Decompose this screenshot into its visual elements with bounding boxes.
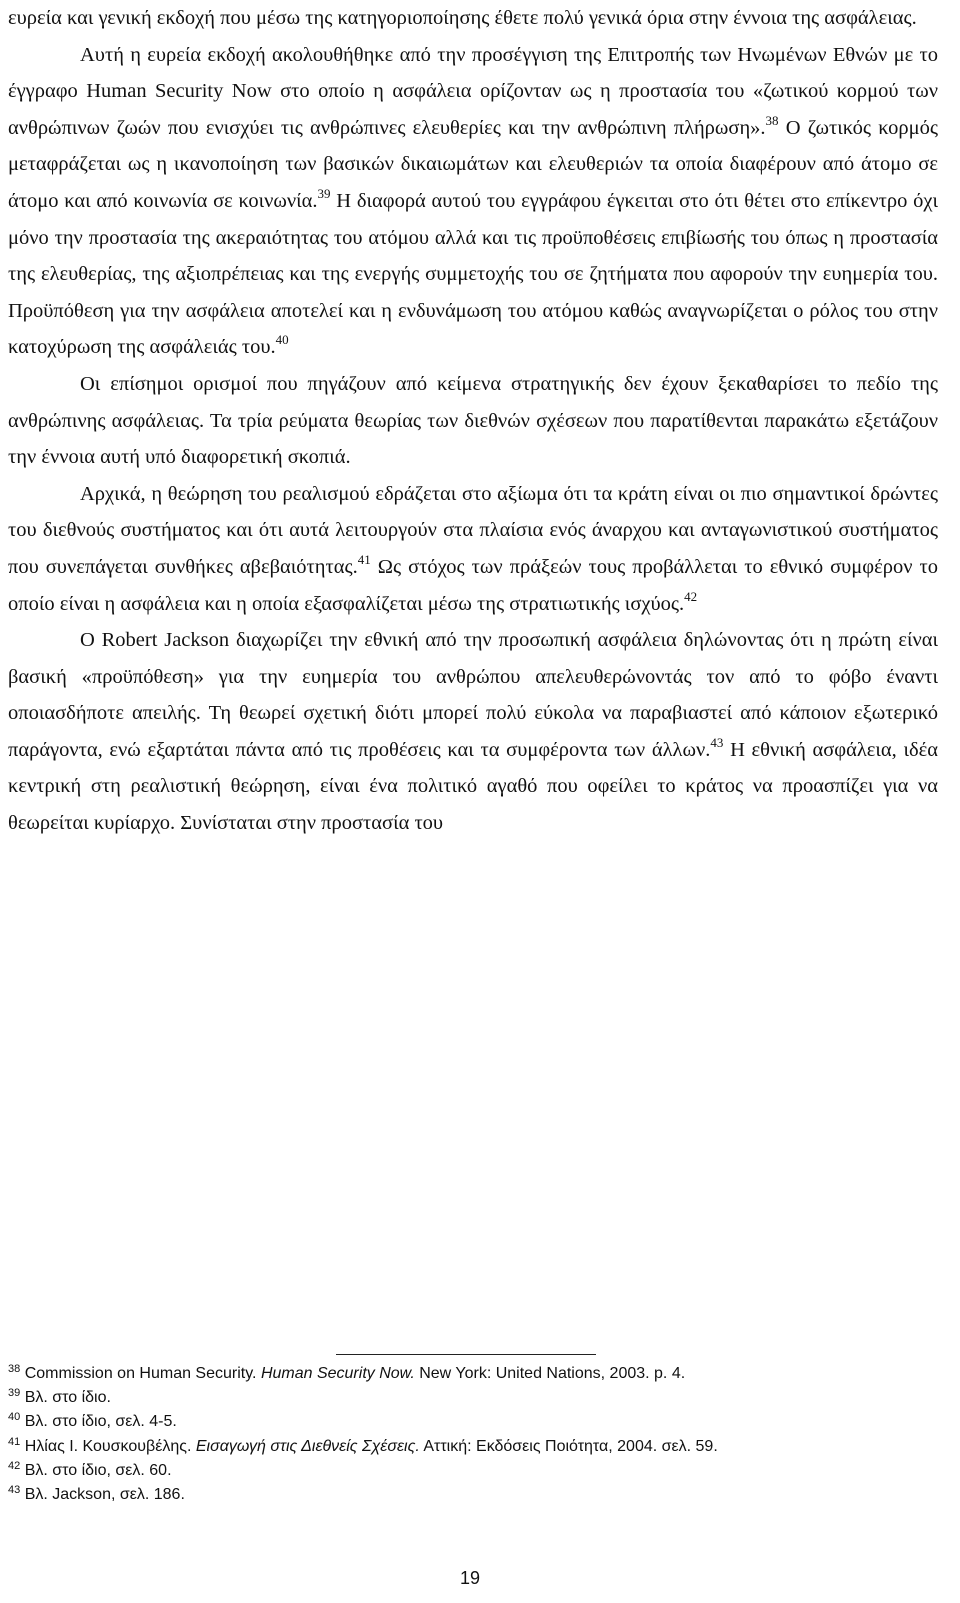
footnote-title: Εισαγωγή στις Διεθνείς Σχέσεις. [195, 1437, 420, 1455]
footnote-reference: 39 [317, 185, 331, 201]
footnote-entry [8, 1386, 938, 1410]
footnote-reference: 38 [765, 112, 779, 128]
paragraph-text: Η διαφορά αυτού του εγγράφου έγκειται στο ότι θέτει στο επίκεντρο όχι μόνο την προστασία της ακεραιότητας του ατόμου αλλά και τις προϋποθέσεις επιβίωσής του όπως η προστασία της ελευθερίας, της αξιοπρέπειας και της ενεργής συμμετοχής του σε ζητήματα που αφορούν την ευημερία του. Προϋπόθεση για την ασφάλεια αποτελεί και η ενδυνάμωση του ατόμου καθώς αναγνωρίζεται ο ρόλος του στην κατοχύρωση της ασφάλειάς του. [8, 189, 938, 359]
footnote-entry [8, 1435, 938, 1459]
body-paragraph [8, 476, 938, 622]
footnote-reference: 41 [357, 551, 371, 567]
body-paragraph [8, 366, 938, 476]
footnote-number: 40 [8, 1411, 21, 1424]
footnote-number: 39 [8, 1387, 21, 1400]
footnotes [8, 1362, 938, 1507]
body-paragraph [8, 37, 938, 366]
footnote-entry [8, 1410, 938, 1434]
paragraph-text: Ο ζωτικός κορμός μεταφράζεται ως η ικανοποίηση των βασικών δικαιωμάτων και ελευθεριών τα οποία διαφέρουν από άτομο σε άτομο και από κοινωνία σε κοινωνία. [8, 116, 939, 212]
page-number: 19 [459, 1568, 481, 1588]
paragraph-text: Αυτή η ευρεία εκδοχή ακολουθήθηκε από την προσέγγιση της Επιτροπής των Ηνωμένων Εθνών με το έγγραφο Human Security Now στο οποίο η ασφάλεια ορίζονταν ως η προστασία του «ζωτικού κορμού των ανθρώπινων ζωών που ενισχύει τις ανθρώπινες ελευθερίες και την ανθρώπινη πλήρωση». [8, 43, 938, 139]
paragraph-text: Η εθνική ασφάλεια, ιδέα κεντρική στη ρεαλιστική θεώρηση, είναι ένα πολιτικό αγαθό που οφείλει το κράτος να προασπίζει για να θεωρείται κυρίαρχο. Συνίσταται στην προστασία του [8, 738, 938, 835]
body-paragraph [8, 0, 938, 37]
footnote-entry [8, 1483, 938, 1507]
footnote-text: Βλ. στο ίδιο, σελ. 4-5. [24, 1413, 177, 1431]
footnote-text: Βλ. στο ίδιο, σελ. 60. [24, 1461, 172, 1479]
paragraph-text: Ο Robert Jackson διαχωρίζει την εθνική από την προσωπική ασφάλεια δηλώνοντας ότι η πρώτη είναι βασική «προϋπόθεση» για την ευημερία του ανθρώπου απελευθερώνοντάς τον από το φόβο έναντι οποιασδήποτε απειλής. Τη θεωρεί σχετική διότι μπορεί πολύ εύκολα να παραβιαστεί από κάποιον εξωτερικό παράγοντα, ενώ εξαρτάται πάντα από τις προθέσεις και τα συμφέροντα των άλλων. [8, 629, 938, 761]
footnote-reference: 40 [275, 332, 289, 348]
footnote-reference: 43 [710, 734, 724, 750]
footnote-number: 42 [8, 1459, 21, 1472]
footnote-separator [336, 1354, 596, 1355]
paragraph-text: Ως στόχος των πράξεών τους προβάλλεται το εθνικό συμφέρον το οποίο είναι η ασφάλεια και η οποία εξασφαλίζεται μέσω της στρατιωτικής ισχύος. [8, 555, 938, 615]
footnote-text: Βλ. Jackson, σελ. 186. [24, 1486, 185, 1504]
footnote-text: Βλ. στο ίδιο. [24, 1389, 111, 1407]
footnote-text: Commission on Human Security. [24, 1365, 261, 1382]
footnote-entry [8, 1362, 938, 1386]
paragraph-text: ευρεία και γενική εκδοχή που μέσω της κατηγοριοποίησης έθετε πολύ γενικά όρια στην έννοια της ασφάλειας. [8, 7, 917, 29]
body-text [8, 0, 938, 842]
footnote-text: New York: United Nations, 2003. p. 4. [414, 1365, 686, 1382]
footnote-title: Human Security Now. [260, 1365, 415, 1382]
footnote-reference: 42 [684, 588, 698, 604]
footnote-number: 43 [8, 1484, 21, 1497]
footnote-text: Ηλίας Ι. Κουσκουβέλης. [24, 1437, 196, 1455]
footnote-number: 41 [8, 1435, 21, 1448]
body-paragraph [8, 622, 938, 842]
footnote-entry [8, 1459, 938, 1483]
footnote-number: 38 [8, 1363, 21, 1375]
paragraph-text: Οι επίσημοι ορισμοί που πηγάζουν από κείμενα στρατηγικής δεν έχουν ξεκαθαρίσει το πεδίο της ανθρώπινης ασφάλειας. Τα τρία ρεύματα θεωρίας των διεθνών σχέσεων που παρατίθενται παρακάτω εξετάζουν την έννοια αυτή υπό διαφορετική σκοπιά. [8, 372, 938, 469]
paragraph-text: Αρχικά, η θεώρηση του ρεαλισμού εδράζεται στο αξίωμα ότι τα κράτη είναι οι πιο σημαντικοί δρώντες του διεθνούς συστήματος και ότι αυτά λειτουργούν στα πλαίσια ενός άναρχου και ανταγωνιστικού συστήματος που συνεπάγεται συνθήκες αβεβαιότητας. [8, 482, 938, 578]
footnote-text: Αττική: Εκδόσεις Ποιότητα, 2004. σελ. 59. [419, 1437, 718, 1455]
